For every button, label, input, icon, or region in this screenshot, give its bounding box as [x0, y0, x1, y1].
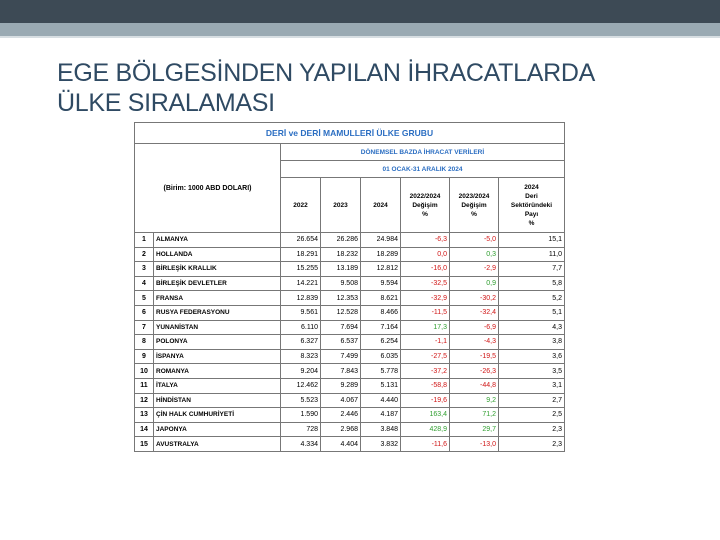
change-2022-2024-cell: 17,3 — [401, 320, 450, 335]
value-2023-cell: 9.508 — [321, 276, 361, 291]
rank-cell: 14 — [135, 422, 154, 437]
change-2022-2024-cell: -16,0 — [401, 262, 450, 277]
change-2022-2024-cell: 428,9 — [401, 422, 450, 437]
table-row — [135, 305, 565, 320]
value-2022-cell: 4.334 — [281, 437, 321, 452]
value-2023-cell: 7.499 — [321, 349, 361, 364]
change-2023-2024-cell: -44,8 — [450, 378, 499, 393]
sector-share-cell: 2,3 — [499, 437, 565, 452]
country-cell: ROMANYA — [154, 364, 281, 379]
slide-title-line-2: ÜLKE SIRALAMASI — [57, 89, 275, 117]
rank-cell: 6 — [135, 305, 154, 320]
table-row — [135, 393, 565, 408]
unit-label: (Birim: 1000 ABD DOLARI) — [135, 144, 281, 233]
change-2023-2024-cell: -19,5 — [450, 349, 499, 364]
change-2022-2024-cell: -11,6 — [401, 437, 450, 452]
value-2024-cell: 6.035 — [361, 349, 401, 364]
col-header-2024: 2024 — [361, 178, 401, 233]
country-cell: FRANSA — [154, 291, 281, 306]
change-2023-2024-cell: -13,0 — [450, 437, 499, 452]
country-cell: POLONYA — [154, 335, 281, 350]
sector-share-cell: 15,1 — [499, 233, 565, 248]
change-2023-2024-cell: 29,7 — [450, 422, 499, 437]
value-2024-cell: 7.164 — [361, 320, 401, 335]
change-2023-2024-cell: 71,2 — [450, 408, 499, 423]
value-2024-cell: 18.289 — [361, 247, 401, 262]
change-2022-2024-cell: -11,5 — [401, 305, 450, 320]
change-2022-2024-cell: -32,5 — [401, 276, 450, 291]
value-2022-cell: 26.654 — [281, 233, 321, 248]
rank-cell: 7 — [135, 320, 154, 335]
sector-share-cell: 2,7 — [499, 393, 565, 408]
table-row — [135, 408, 565, 423]
value-2022-cell: 12.839 — [281, 291, 321, 306]
value-2023-cell: 6.537 — [321, 335, 361, 350]
sector-share-cell: 11,0 — [499, 247, 565, 262]
value-2024-cell: 6.254 — [361, 335, 401, 350]
rank-cell: 1 — [135, 233, 154, 248]
value-2024-cell: 24.984 — [361, 233, 401, 248]
rank-cell: 9 — [135, 349, 154, 364]
top-banner-dark — [0, 0, 720, 23]
change-2022-2024-cell: -6,3 — [401, 233, 450, 248]
value-2024-cell: 3.832 — [361, 437, 401, 452]
value-2024-cell: 12.812 — [361, 262, 401, 277]
country-cell: ÇİN HALK CUMHURİYETİ — [154, 408, 281, 423]
sector-share-cell: 3,5 — [499, 364, 565, 379]
value-2022-cell: 728 — [281, 422, 321, 437]
value-2023-cell: 4.067 — [321, 393, 361, 408]
value-2022-cell: 9.204 — [281, 364, 321, 379]
value-2024-cell: 8.466 — [361, 305, 401, 320]
table-row — [135, 437, 565, 452]
col-header-change-2023-2024-line-1: 2023/2024 — [458, 192, 490, 200]
col-header-sector-share-line-2: Deri — [525, 192, 538, 200]
value-2024-cell: 4.440 — [361, 393, 401, 408]
sector-share-cell: 5,8 — [499, 276, 565, 291]
value-2023-cell: 4.404 — [321, 437, 361, 452]
rank-cell: 2 — [135, 247, 154, 262]
table-row — [135, 422, 565, 437]
value-2023-cell: 7.843 — [321, 364, 361, 379]
top-banner-divider — [0, 36, 720, 38]
value-2022-cell: 18.291 — [281, 247, 321, 262]
table-row — [135, 364, 565, 379]
country-cell: BİRLEŞİK DEVLETLER — [154, 276, 281, 291]
value-2024-cell: 4.187 — [361, 408, 401, 423]
table-row — [135, 262, 565, 277]
country-cell: ALMANYA — [154, 233, 281, 248]
table-body — [135, 233, 565, 452]
rank-cell: 10 — [135, 364, 154, 379]
col-header-change-2023-2024-line-3: % — [471, 210, 477, 218]
sector-share-cell: 5,1 — [499, 305, 565, 320]
period-title: DÖNEMSEL BAZDA İHRACAT VERİLERİ — [281, 144, 565, 161]
change-2022-2024-cell: 163,4 — [401, 408, 450, 423]
change-2023-2024-cell: -2,9 — [450, 262, 499, 277]
rank-cell: 13 — [135, 408, 154, 423]
value-2024-cell: 3.848 — [361, 422, 401, 437]
value-2022-cell: 9.561 — [281, 305, 321, 320]
country-cell: İTALYA — [154, 378, 281, 393]
table-row — [135, 291, 565, 306]
country-cell: BİRLEŞİK KRALLIK — [154, 262, 281, 277]
value-2022-cell: 1.590 — [281, 408, 321, 423]
value-2023-cell: 12.528 — [321, 305, 361, 320]
col-header-change-2022-2024-line-2: Değişim — [412, 201, 438, 209]
change-2022-2024-cell: -19,6 — [401, 393, 450, 408]
export-ranking-table — [134, 122, 565, 452]
col-header-change-2023-2024 — [450, 178, 499, 233]
table-row — [135, 233, 565, 248]
value-2022-cell: 15.255 — [281, 262, 321, 277]
value-2023-cell: 7.694 — [321, 320, 361, 335]
value-2023-cell: 18.232 — [321, 247, 361, 262]
value-2022-cell: 6.110 — [281, 320, 321, 335]
sector-share-cell: 3,1 — [499, 378, 565, 393]
change-2022-2024-cell: -37,2 — [401, 364, 450, 379]
slide-title-line-1: EGE BÖLGESİNDEN YAPILAN İHRACATLARDA — [57, 59, 595, 87]
value-2023-cell: 13.189 — [321, 262, 361, 277]
change-2023-2024-cell: -30,2 — [450, 291, 499, 306]
value-2023-cell: 2.446 — [321, 408, 361, 423]
table-row — [135, 349, 565, 364]
sector-share-cell: 2,3 — [499, 422, 565, 437]
country-cell: YUNANİSTAN — [154, 320, 281, 335]
col-header-sector-share-line-1: 2024 — [524, 183, 539, 191]
table-row — [135, 378, 565, 393]
value-2022-cell: 8.323 — [281, 349, 321, 364]
value-2022-cell: 14.221 — [281, 276, 321, 291]
country-cell: HOLLANDA — [154, 247, 281, 262]
rank-cell: 5 — [135, 291, 154, 306]
rank-cell: 4 — [135, 276, 154, 291]
rank-cell: 11 — [135, 378, 154, 393]
col-header-sector-share-line-4: Payı — [524, 210, 539, 218]
rank-cell: 12 — [135, 393, 154, 408]
value-2023-cell: 12.353 — [321, 291, 361, 306]
change-2022-2024-cell: -27,5 — [401, 349, 450, 364]
change-2022-2024-cell: -58,8 — [401, 378, 450, 393]
change-2023-2024-cell: -32,4 — [450, 305, 499, 320]
sector-share-cell: 4,3 — [499, 320, 565, 335]
top-banner-light — [0, 23, 720, 36]
col-header-sector-share-line-5: % — [528, 219, 535, 227]
change-2023-2024-cell: 9,2 — [450, 393, 499, 408]
rank-cell: 8 — [135, 335, 154, 350]
change-2023-2024-cell: -26,3 — [450, 364, 499, 379]
table-row — [135, 247, 565, 262]
change-2023-2024-cell: -4,3 — [450, 335, 499, 350]
value-2024-cell: 9.594 — [361, 276, 401, 291]
value-2023-cell: 26.286 — [321, 233, 361, 248]
country-cell: İSPANYA — [154, 349, 281, 364]
col-header-change-2022-2024-line-1: 2022/2024 — [409, 192, 441, 200]
col-header-change-2022-2024-line-3: % — [422, 210, 428, 218]
col-header-2022: 2022 — [281, 178, 321, 233]
value-2022-cell: 6.327 — [281, 335, 321, 350]
period-range: 01 OCAK-31 ARALIK 2024 — [281, 161, 565, 178]
change-2023-2024-cell: 0,3 — [450, 247, 499, 262]
col-header-2023: 2023 — [321, 178, 361, 233]
value-2022-cell: 5.523 — [281, 393, 321, 408]
change-2023-2024-cell: -5,0 — [450, 233, 499, 248]
country-cell: RUSYA FEDERASYONU — [154, 305, 281, 320]
change-2022-2024-cell: 0,0 — [401, 247, 450, 262]
sector-share-cell: 7,7 — [499, 262, 565, 277]
value-2023-cell: 2.968 — [321, 422, 361, 437]
value-2024-cell: 5.778 — [361, 364, 401, 379]
table-group-title: DERİ ve DERİ MAMULLERİ ÜLKE GRUBU — [135, 123, 565, 144]
table-row — [135, 335, 565, 350]
table-row — [135, 320, 565, 335]
value-2024-cell: 8.621 — [361, 291, 401, 306]
change-2023-2024-cell: -6,9 — [450, 320, 499, 335]
change-2022-2024-cell: -32,9 — [401, 291, 450, 306]
sector-share-cell: 3,8 — [499, 335, 565, 350]
change-2022-2024-cell: -1,1 — [401, 335, 450, 350]
col-header-sector-share-line-3: Sektöründeki — [510, 201, 553, 209]
table-row — [135, 276, 565, 291]
change-2023-2024-cell: 0,9 — [450, 276, 499, 291]
slide-title — [57, 58, 677, 118]
rank-cell: 3 — [135, 262, 154, 277]
rank-cell: 15 — [135, 437, 154, 452]
country-cell: AVUSTRALYA — [154, 437, 281, 452]
sector-share-cell: 5,2 — [499, 291, 565, 306]
value-2022-cell: 12.462 — [281, 378, 321, 393]
col-header-change-2022-2024 — [401, 178, 450, 233]
sector-share-cell: 3,6 — [499, 349, 565, 364]
col-header-sector-share — [499, 178, 565, 233]
value-2024-cell: 5.131 — [361, 378, 401, 393]
country-cell: JAPONYA — [154, 422, 281, 437]
sector-share-cell: 2,5 — [499, 408, 565, 423]
value-2023-cell: 9.289 — [321, 378, 361, 393]
col-header-change-2023-2024-line-2: Değişim — [461, 201, 487, 209]
country-cell: HİNDİSTAN — [154, 393, 281, 408]
